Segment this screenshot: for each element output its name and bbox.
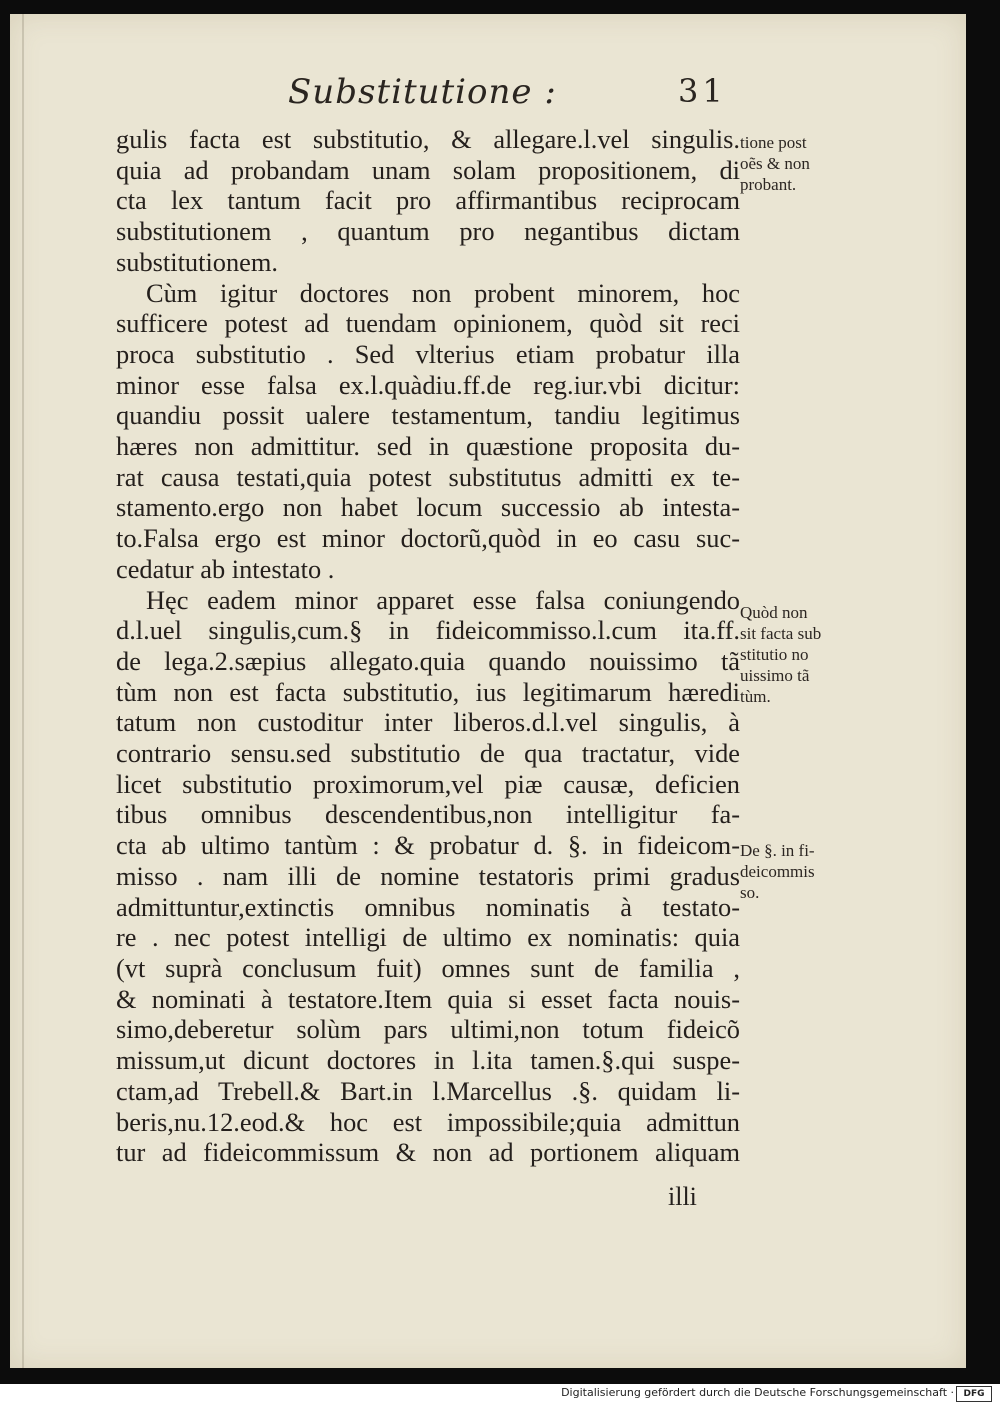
margin-note-line: oẽs & non [740,154,810,173]
text-line: ctam,ad Trebell.& Bart.in l.Marcellus .§. quidam li- [116,1075,740,1106]
main-text-block [116,124,740,1168]
text-line: stamento.ergo non habet locum successio ab intesta- [116,492,740,523]
text-line: missum,ut dicunt doctores in l.ita tamen.§.qui suspe- [116,1045,740,1076]
text-line: to.Falsa ergo est minor doctorũ,quòd in eo casu suc- [116,523,740,554]
text-line: licet substitutio proximorum,vel piæ causæ, deficien [116,768,740,799]
margin-note-line: tùm. [740,687,771,706]
text-line: admittuntur,extinctis omnibus nominatis à testato- [116,891,740,922]
margin-note-line: Quòd non [740,603,808,622]
margin-note-line: probant. [740,175,797,194]
text-line: & nominati à testatore.Item quia si esset facta nouis- [116,983,740,1014]
text-line: gulis facta est substitutio, & allegare.l.vel singulis. [116,124,740,154]
page-number: 31 [678,72,727,110]
catchword: illi [668,1182,697,1211]
margin-note-line: uissimo tã [740,666,810,685]
margin-note-fideicommisso [740,840,850,903]
margin-note-line: tione post [740,133,807,152]
text-line: (vt suprà conclusum fuit) omnes sunt de familia , [116,952,740,983]
running-title: Substitutione : [288,72,557,112]
text-line: minor esse falsa ex.l.quàdiu.ff.de reg.iur.vbi dicitur: [116,369,740,400]
text-line: d.l.uel singulis,cum.§ in fideicommisso.l.cum ita.ff. [116,615,740,646]
text-line: quia ad probandam unam solam propositionem, di [116,154,740,185]
text-line: cedatur ab intestato . [116,553,335,584]
dfg-logo: DFG [956,1386,992,1402]
digitization-credit: Digitalisierung gefördert durch die Deutsche Forschungsgemeinschaft · [561,1386,954,1399]
text-line: de lega.2.sæpius allegato.quia quando nouissimo tã [116,645,740,676]
margin-note-quod-non [740,602,850,707]
text-line: misso . nam illi de nomine testatoris primi gradus [116,860,740,891]
text-line: tatum non custoditur inter liberos.d.l.vel singulis, à [116,707,740,738]
text-line: cta ab ultimo tantùm : & probatur d. §. in fideicom- [116,830,740,861]
margin-note-line: so. [740,883,760,902]
text-line: quandiu possit ualere testamentum, tandiu legitimus [116,400,740,431]
text-line: re . nec potest intelligi de ultimo ex nominatis: quia [116,922,740,953]
text-line: proca substitutio . Sed vlterius etiam probatur illa [116,338,740,369]
text-line: cta lex tantum facit pro affirmantibus reciprocam [116,185,740,216]
text-line: Hęc eadem minor apparet esse falsa coniungendo [146,584,740,615]
page-gutter-edge [22,14,24,1368]
text-line: tibus omnibus descendentibus,non intelligitur fa- [116,799,740,830]
text-line: beris,nu.12.eod.& hoc est impossibile;quia admittun [116,1106,740,1137]
text-line: sufficere potest ad tuendam opinionem, quòd sit reci [116,308,740,339]
text-line: substitutionem , quantum pro negantibus dictam [116,216,740,247]
text-line: substitutionem. [116,246,279,277]
margin-note-line: deicommis [740,862,815,881]
text-line: hæres non admittitur. sed in quæstione proposita du- [116,431,740,462]
margin-note-line: stitutio no [740,645,809,664]
text-line: simo,deberetur solùm pars ultimi,non totum fideicõ [116,1014,740,1045]
text-line: contrario sensu.sed substitutio de qua tractatur, vide [116,738,740,769]
footer-bar [0,1384,1000,1404]
text-line: tùm non est facta substitutio, ius legitimarum hæredi [116,676,740,707]
margin-note-line: sit facta sub [740,624,822,643]
text-line: rat causa testati,quia potest substitutus admitti ex te- [116,461,740,492]
text-line: tur ad fideicommissum & non ad portionem aliquam [116,1137,740,1168]
margin-note-probant [740,132,850,195]
margin-note-line: De §. in fi- [740,841,815,860]
text-line: Cùm igitur doctores non probent minorem, hoc [146,277,740,308]
